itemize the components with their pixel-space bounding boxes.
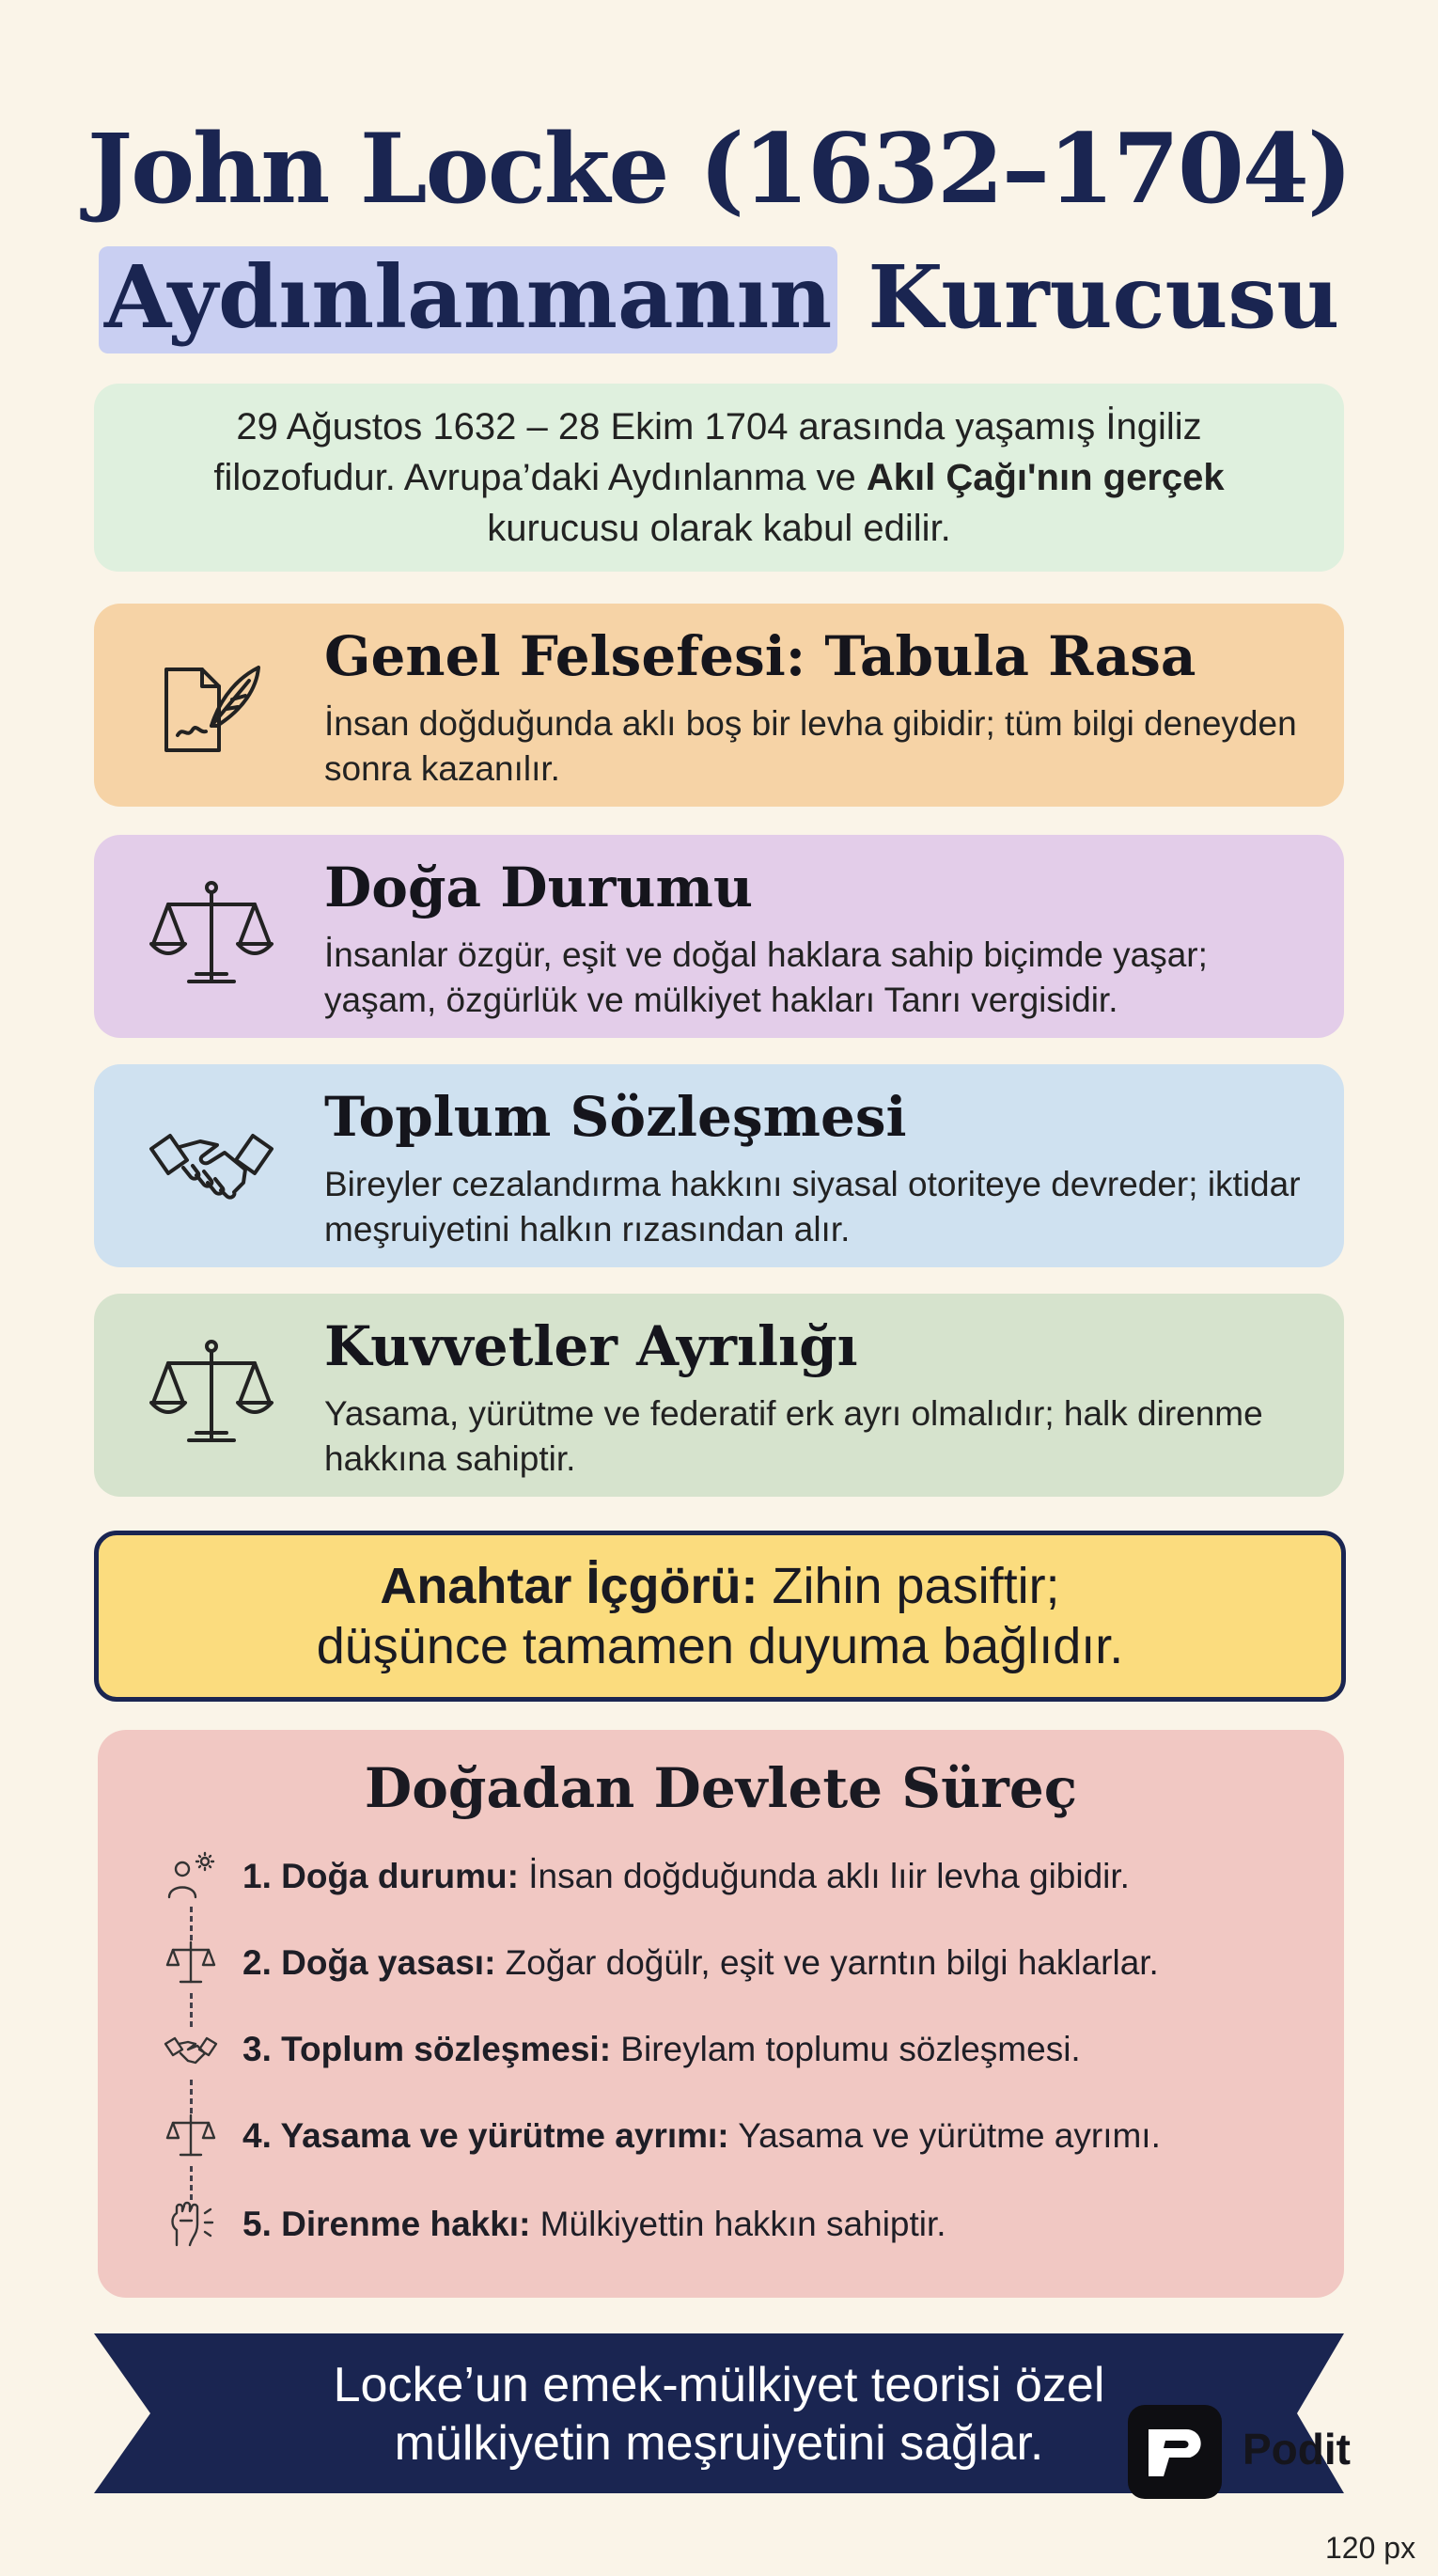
handshake-icon [164,2023,218,2076]
process-title: Doğadan Devlete Süreç [364,1756,1078,1820]
page-subtitle [0,246,1438,348]
page-title: John Locke (1632–1704) [86,113,1352,226]
handshake-icon [146,1100,277,1232]
process-step-text [242,1940,1159,1986]
process-step-text [242,2027,1081,2072]
intro-text-bold: Akıl Çağı'nın gerçek [866,457,1225,498]
size-note: 120 px [1325,2531,1416,2565]
footer-line1: Locke’un emek-mülkiyet teorisi özel [333,2358,1105,2412]
step-connector [190,2166,193,2200]
card-desc: İnsanlar özgür, eşit ve doğal haklara sahip biçimde yaşar; yaşam, özgürlük ve mülkiyet hakları Tanrı vergisidir. [324,935,1208,1019]
raised-fist-icon [164,2198,218,2251]
step-label: 5. Direnme hakkı: [242,2205,531,2243]
step-label: 3. Toplum sözleşmesi: [242,2030,612,2068]
subtitle-highlight: Aydınlanmanın [99,246,837,353]
intro-box [94,384,1344,572]
card-desc: İnsan doğduğunda aklı boş bir levha gibidir; tüm bilgi deneyden sonra kazanılır. [324,704,1297,788]
process-step-text [242,2202,946,2247]
step-label: 2. Doğa yasası: [242,1943,496,1982]
process-step-text [242,2113,1161,2159]
key-insight-text [317,1556,1124,1676]
process-step-text [242,1854,1130,1899]
podit-logo-icon [1128,2405,1222,2499]
scales-icon [164,1937,218,1989]
intro-text-a: 29 Ağustos 1632 – 28 Ekim 1704 arasında yaşamış İngiliz filozofudur. Avrupa’daki Aydınlanma ve [213,406,1202,498]
subtitle-rest: Kurucusu [867,246,1340,348]
card-toplum-sozlesmesi [94,1064,1344,1267]
card-doga-durumu [94,835,1344,1038]
key-insight-label: Anahtar İçgörü: [380,1558,758,1614]
card-title: Genel Felsefesi: Tabula Rasa [324,624,1196,688]
footer-line2: mülkiyetin meşruiyetini sağlar. [394,2416,1044,2471]
step-label: 1. Doğa durumu: [242,1857,519,1895]
person-sun-icon [164,1850,218,1903]
key-insight-line1: Zihin pasiftir; [758,1558,1060,1614]
step-label: 4. Yasama ve yürütme ayrımı: [242,2116,729,2155]
intro-text-b: kurucusu olarak kabul edilir. [487,508,951,549]
card-title: Kuvvetler Ayrılığı [324,1314,858,1378]
process-step [164,1848,1320,1905]
key-insight-box [94,1531,1346,1702]
logo-text: Podit [1243,2425,1351,2474]
process-step [164,2108,1320,2164]
step-desc: Zoğar doğülr, eşit ve yarntın bilgi haklarlar. [495,1943,1159,1982]
process-step [164,2021,1320,2078]
process-section [98,1730,1344,2298]
step-desc: İnsan doğduğunda aklı lıir levha gibidir. [518,1857,1130,1895]
card-tabula-rasa [94,604,1344,807]
document-quill-icon [146,639,277,771]
card-desc: Yasama, yürütme ve federatif erk ayrı olmalıdır; halk direnme hakkına sahiptir. [324,1394,1263,1478]
card-kuvvetler-ayriligi [94,1294,1344,1497]
key-insight-line2: düşünce tamamen duyuma bağlıdır. [316,1618,1124,1674]
step-desc: Mülkiyettin hakkın sahiptir. [530,2205,946,2243]
scales-icon [146,1329,277,1461]
process-step [164,2196,1320,2253]
card-title: Toplum Sözleşmesi [324,1085,907,1149]
scales-icon [146,871,277,1002]
intro-text [155,401,1283,554]
step-desc: Bireylam toplumu sözleşmesi. [611,2030,1081,2068]
scales-icon [164,2110,218,2162]
process-step [164,1935,1320,1991]
card-desc: Bireyler cezalandırma hakkını siyasal otoriteye devreder; iktidar meşruiyetini halkın rızasından alır. [324,1165,1301,1249]
card-title: Doğa Durumu [324,856,754,919]
step-desc: Yasama ve yürütme ayrımı. [728,2116,1161,2155]
